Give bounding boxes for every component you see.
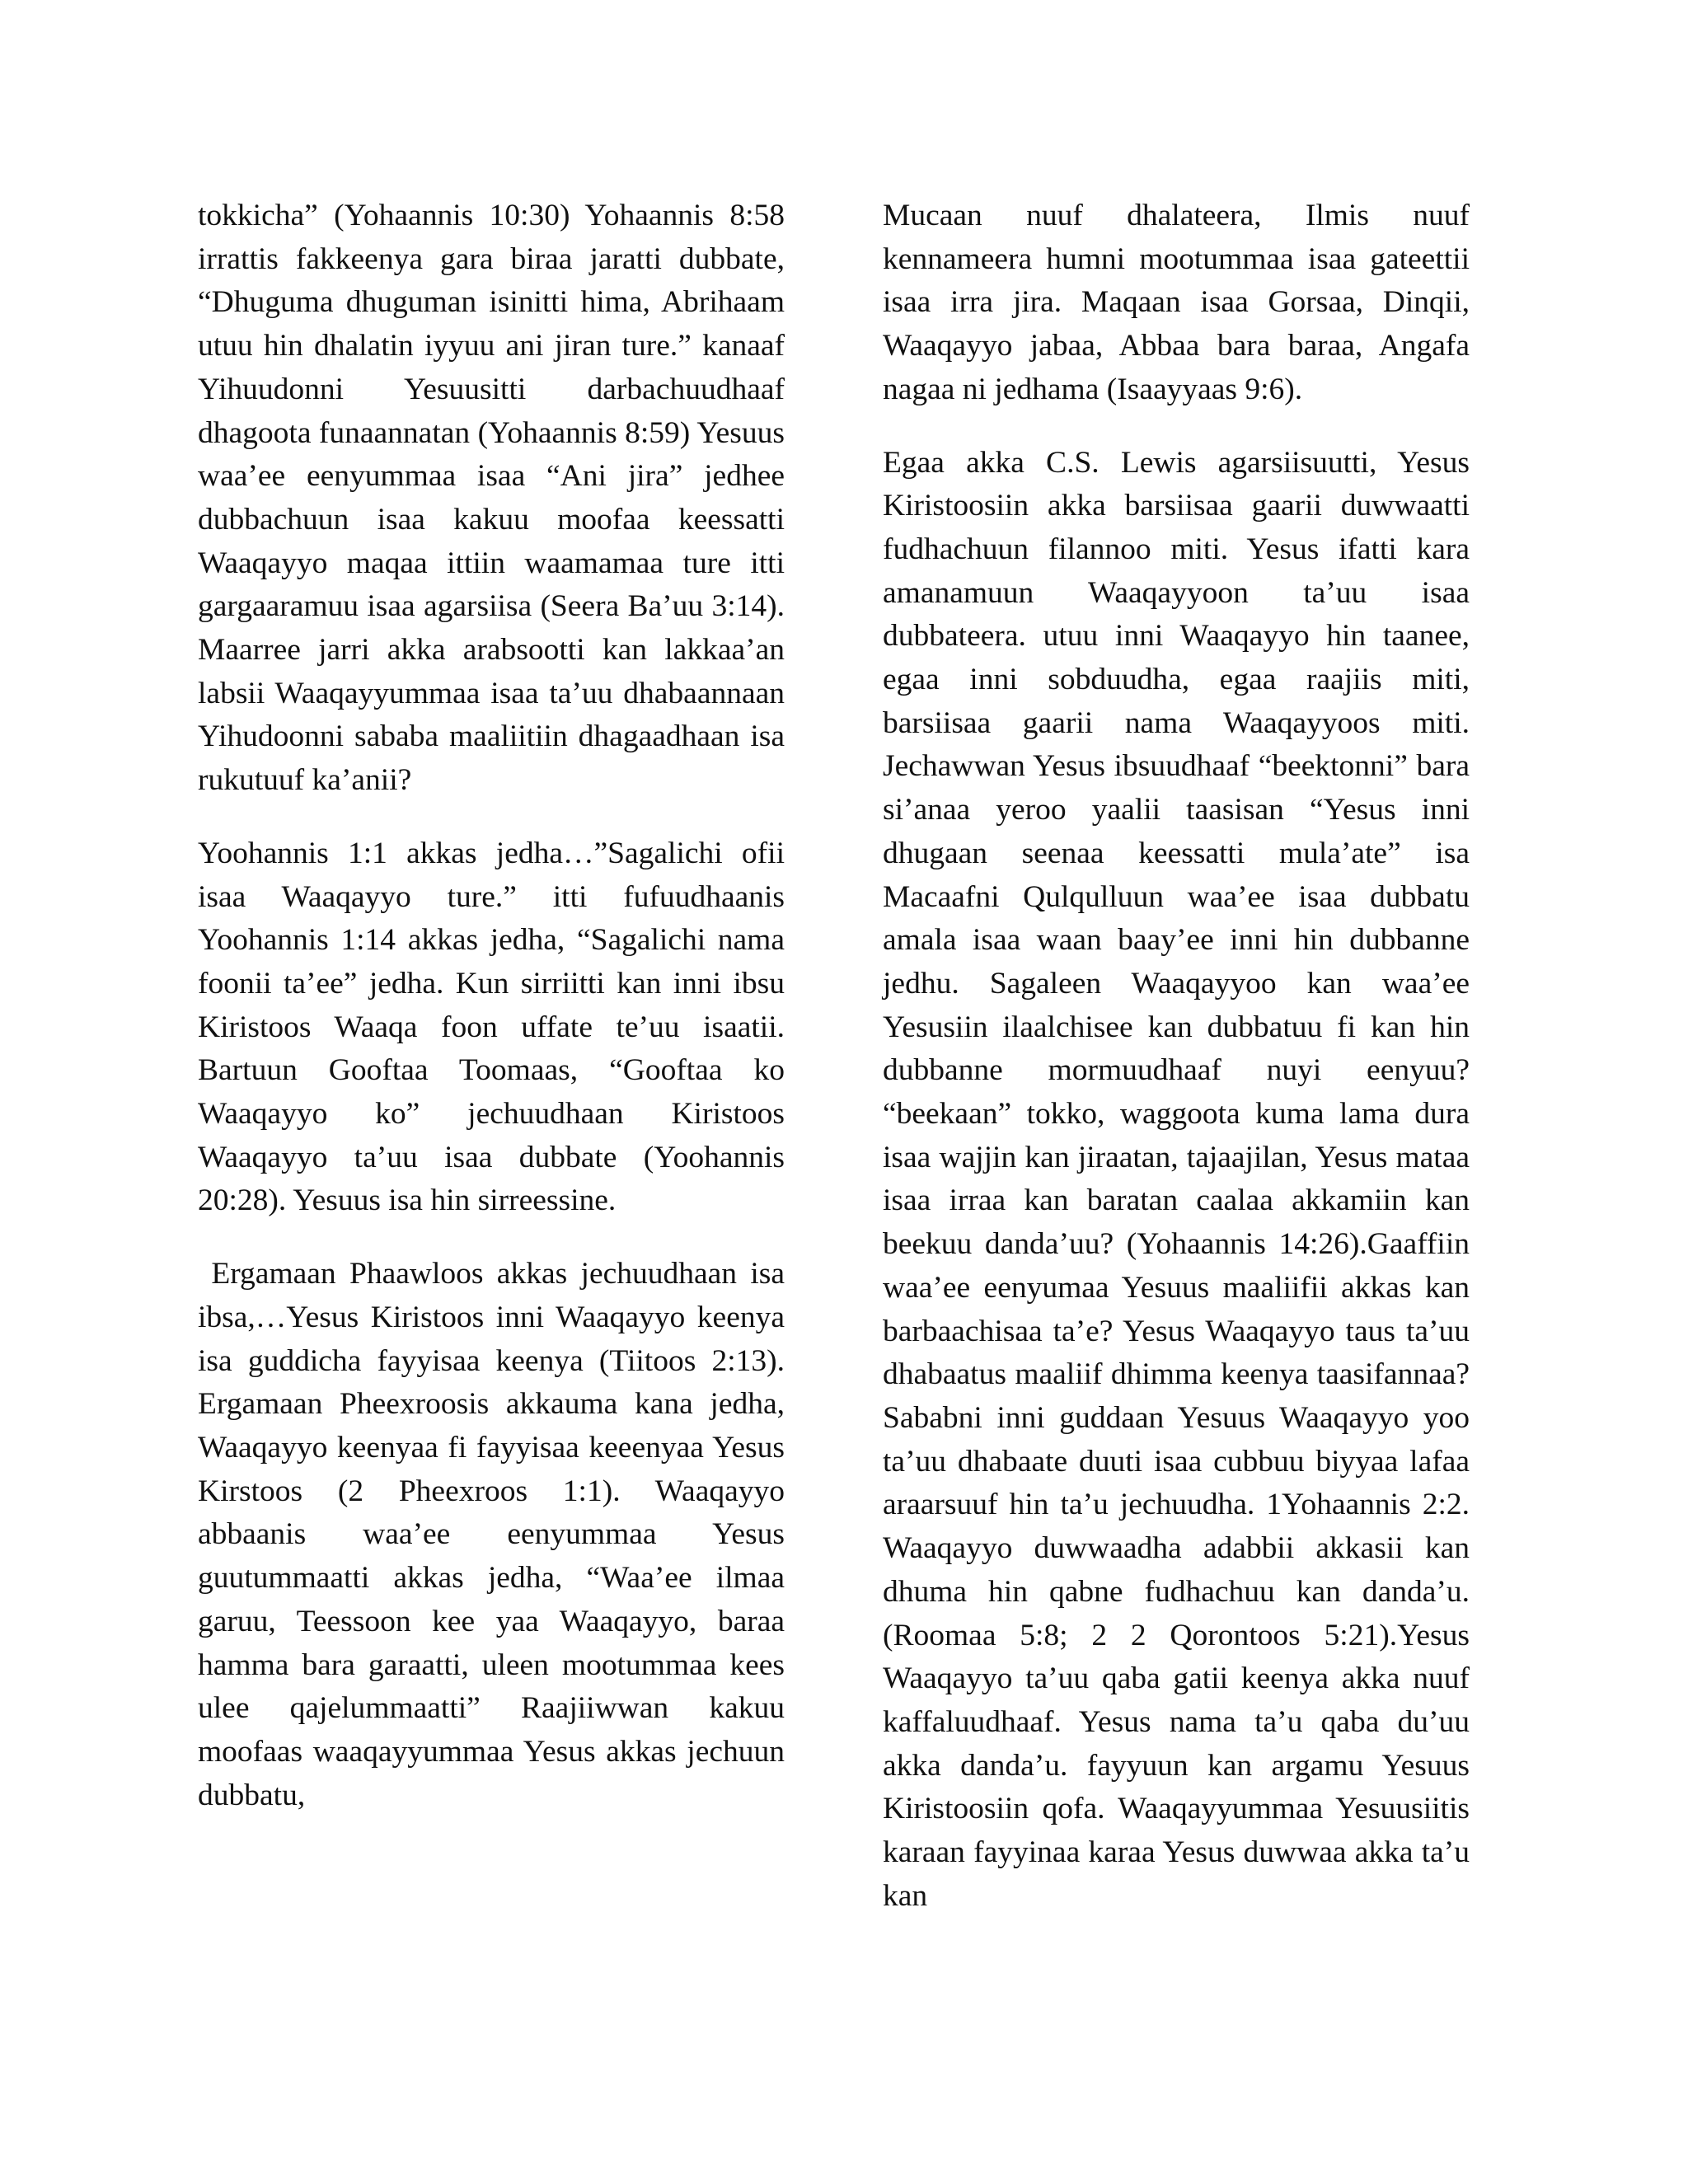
- paragraph: Egaa akka C.S. Lewis agarsiisuutti, Yesus Kiristoosiin akka barsiisaa gaarii duwwaatti fudhachuun filannoo miti. Yesus ifatti kara amanamuun Waaqayyoon ta’uu isaa dubbateera. utuu inni Waaqayyo hin taanee, egaa inni sobduudha, egaa raajiis miti, barsiisaa gaarii nama Waaqayyoos miti. Jechawwan Yesus ibsuudhaaf “beektonni” bara si’anaa yeroo yaalii taasisan “Yesus inni dhugaan seenaa keessatti mula’ate” isa Macaafni Qulqulluun waa’ee isaa dubbatu amala isaa waan baay’ee inni hin dubbanne jedhu. Sagaleen Waaqayyoo kan waa’ee Yesusiin ilaalchisee kan dubbatuu fi kan hin dubbanne mormuudhaaf nuyi eenyuu? “beekaan” tokko, waggoota kuma lama dura isaa wajjin kan jiraatan, tajaajilan, Yesus mataa isaa irraa kan baratan caalaa akkamiin kan beekuu danda’uu? (Yohaannis 14:26).Gaaffiin waa’ee eenyumaa Yesuus maaliifii akkas kan barbaachisaa ta’e? Yesus Waaqayyo taus ta’uu dhabaatus maaliif dhimma keenya taasifannaa? Sababni inni guddaan Yesuus Waaqayyo yoo ta’uu dhabaate duuti isaa cubbuu biyyaa lafaa araarsuuf hin ta’u jechuudha. 1Yohaannis 2:2. Waaqayyo duwwaadha adabbii akkasii kan dhuma hin qabne fudhachuu kan danda’u. (Roomaa 5:8; 2 2 Qorontoos 5:21).Yesus Waaqayyo ta’uu qaba gatii keenya akka nuuf kaffaluudhaaf. Yesus nama ta’u qaba du’uu akka danda’u. fayyuun kan argamu Yesuus Kiristoosiin qofa. Waaqayyummaa Yesuusiitis karaan fayyinaa karaa Yesus duwwaa akka ta’u kan: [883, 445, 1470, 1913]
- left-column: [198, 194, 793, 1847]
- paragraph: Mucaan nuuf dhalateera, Ilmis nuuf kennameera humni mootummaa isaa gateettii isaa irra jira. Maqaan isaa Gorsaa, Dinqii, Waaqayyo jabaa, Abbaa bara baraa, Angafa nagaa ni jedhama (Isaayyaas 9:6).: [883, 199, 1470, 406]
- right-column: [883, 194, 1470, 1947]
- paragraph: Ergamaan Phaawloos akkas jechuudhaan isa ibsa,…Yesus Kiristoos inni Waaqayyo keenya isa guddicha fayyisaa keenya (Tiitoos 2:13). Ergamaan Pheexroosis akkauma kana jedha, Waaqayyo keenyaa fi fayyisaa keeenyaa Yesus Kirstoos (2 Pheexroos 1:1). Waaqayyo abbaanis waa’ee eenyummaa Yesus guutummaatti akkas jedha, “Waa’ee ilmaa garuu, Teessoon kee yaa Waaqayyo, baraa hamma bara garaatti, uleen mootummaa kees ulee qajelummaatti” Raajiiwwan kakuu moofaas waaqayyummaa Yesus akkas jechuun dubbatu,: [198, 1257, 793, 1812]
- paragraph: tokkicha” (Yohaannis 10:30) Yohaannis 8:58 irrattis fakkeenya gara biraa jaratti dubbate, “Dhuguma dhuguman isinitti hima, Abrihaam utuu hin dhalatin iyyuu ani jiran ture.” kanaaf Yihuudonni Yesuusitti darbachuudhaaf dhagoota funaannatan (Yohaannis 8:59) Yesuus waa’ee eenyummaa isaa “Ani jira” jedhee dubbachuun isaa kakuu moofaa keessatti Waaqayyo maqaa ittiin waamamaa ture itti gargaaramuu isaa agarsiisa (Seera Ba’uu 3:14). Maarree jarri akka arabsootti kan lakkaa’an labsii Waaqayyummaa isaa ta’uu dhabaannaan Yihudoonni sababa maaliitiin dhagaadhaan isa rukutuuf ka’anii?: [198, 199, 785, 798]
- paragraph: Yoohannis 1:1 akkas jedha…”Sagalichi ofii isaa Waaqayyo ture.” itti fufuudhaanis Yoohannis 1:14 akkas jedha, “Sagalichi nama foonii ta’ee” jedha. Kun sirriitti kan inni ibsu Kiristoos Waaqa foon uffate te’uu isaatii. Bartuun Gooftaa Toomaas, “Gooftaa ko Waaqayyo ko” jechuudhaan Kiristoos Waaqayyo ta’uu isaa dubbate (Yoohannis 20:28). Yesuus isa hin sirreessine.: [198, 836, 785, 1218]
